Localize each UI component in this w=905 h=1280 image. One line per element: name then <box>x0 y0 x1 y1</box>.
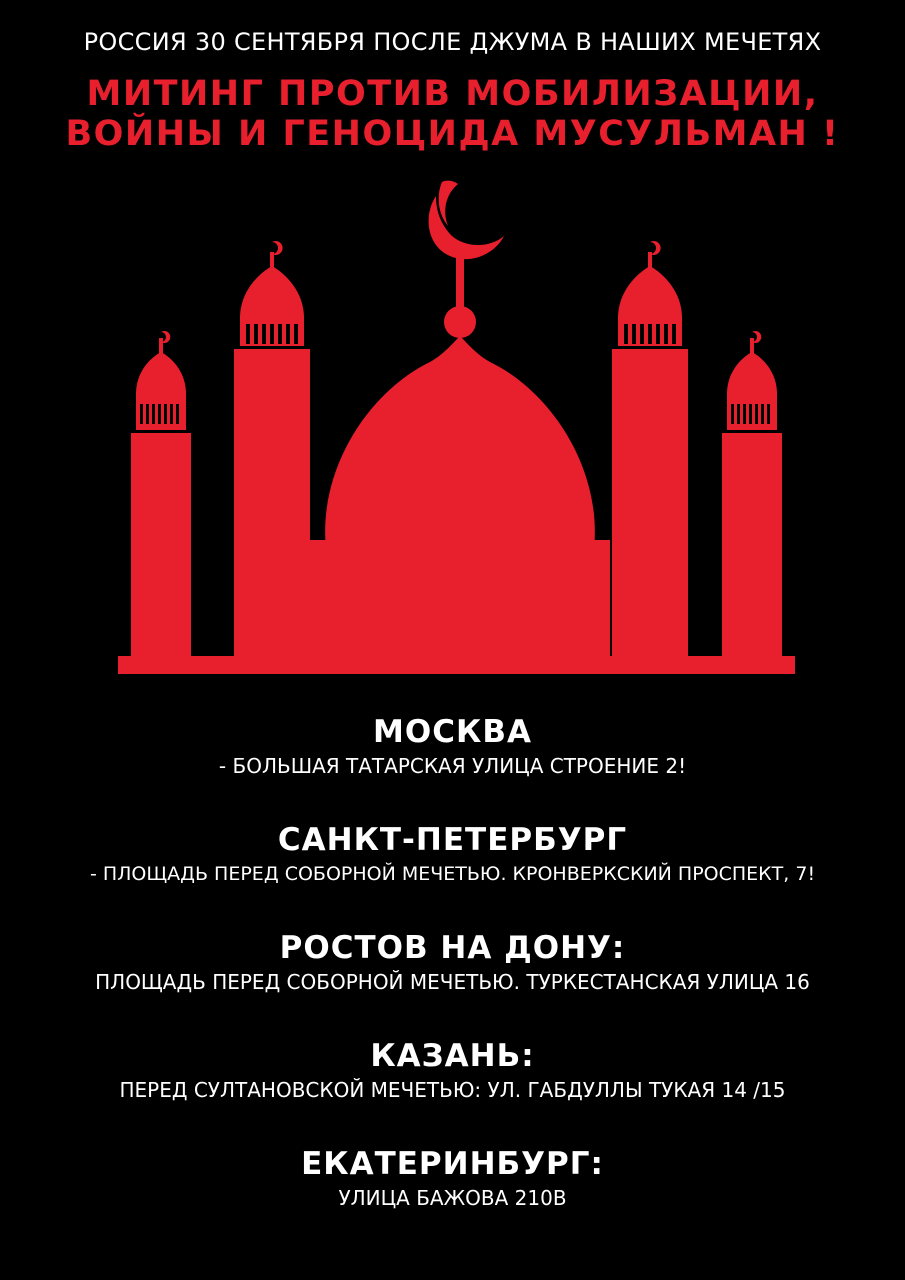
city-address: УЛИЦА БАЖОВА 210В <box>338 1186 567 1210</box>
city-saint-petersburg <box>0 820 905 888</box>
headline-line-2: ВОЙНЫ И ГЕНОЦИДА МУСУЛЬМАН ! <box>65 114 840 154</box>
headline <box>0 74 905 154</box>
city-address: - БОЛЬШАЯ ТАТАРСКАЯ УЛИЦА СТРОЕНИЕ 2! <box>218 754 687 778</box>
city-name: КАЗАНЬ: <box>370 1038 535 1074</box>
city-name: САНКТ-ПЕТЕРБУРГ <box>277 822 628 858</box>
city-address: - ПЛОЩАДЬ ПЕРЕД СОБОРНОЙ МЕЧЕТЬЮ. КРОНВЕРКСКИЙ ПРОСПЕКТ, 7! <box>89 863 816 885</box>
city-name: РОСТОВ НА ДОНУ: <box>279 930 626 966</box>
city-address: ПЛОЩАДЬ ПЕРЕД СОБОРНОЙ МЕЧЕТЬЮ. ТУРКЕСТАНСКАЯ УЛИЦА 16 <box>95 970 810 994</box>
city-name: МОСКВА <box>373 714 532 750</box>
city-kazan <box>0 1036 905 1104</box>
city-address: ПЕРЕД СУЛТАНОВСКОЙ МЕЧЕТЬЮ: УЛ. ГАБДУЛЛЫ ТУКАЯ 14 /15 <box>119 1078 786 1102</box>
headline-line-1: МИТИНГ ПРОТИВ МОБИЛИЗАЦИИ, <box>86 74 819 114</box>
date-line: РОССИЯ 30 СЕНТЯБРЯ ПОСЛЕ ДЖУМА В НАШИХ МЕЧЕТЯХ <box>83 28 822 56</box>
city-rostov-on-don <box>0 928 905 996</box>
city-moscow <box>0 712 905 780</box>
city-name: ЕКАТЕРИНБУРГ: <box>301 1146 604 1182</box>
city-yekaterinburg <box>0 1144 905 1212</box>
mosque-silhouette-icon <box>0 170 905 680</box>
locations-list <box>0 712 905 1252</box>
mosque-shape <box>118 181 795 674</box>
